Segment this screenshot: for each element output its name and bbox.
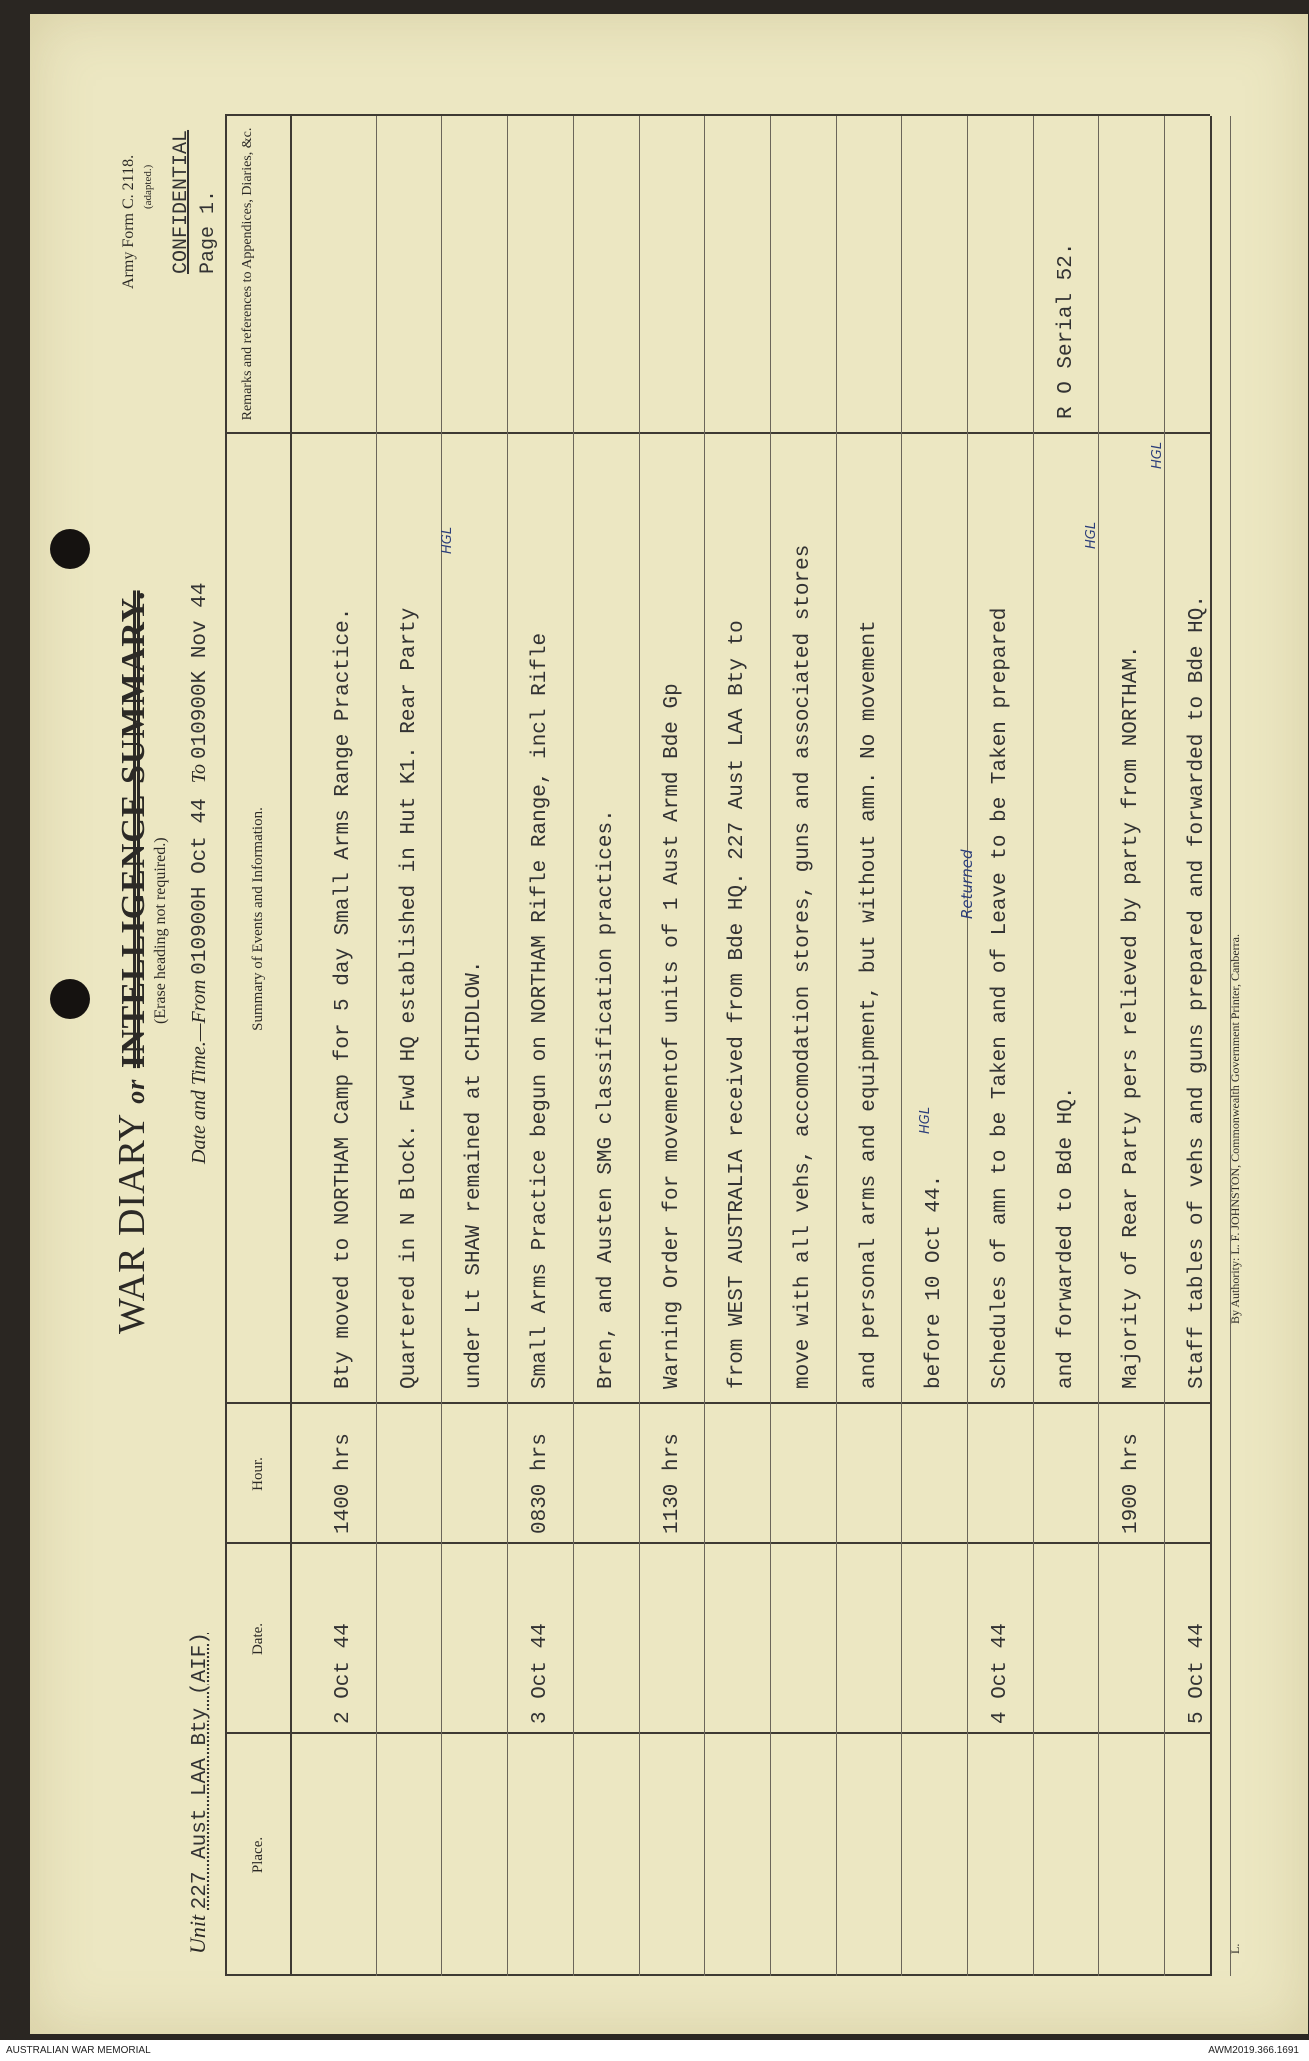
col-header-summary: Summary of Events and Information. — [250, 807, 266, 1031]
col-divider — [225, 432, 1210, 434]
row-rule — [1164, 116, 1165, 1976]
handwritten-returned: Returned — [958, 849, 976, 919]
initials-mark: HGL — [440, 526, 455, 554]
initials-mark: HGL — [1084, 521, 1099, 549]
row-date: 4 Oct 44 — [989, 1623, 1012, 1724]
diary-sheet — [30, 14, 1308, 2034]
row-summary-text: Warning Order for movementof units of 1 Aust Armd Bde Gp — [660, 683, 684, 1389]
printer-credit: By Authority: L. F. JOHNSTON, Commonwealth Government Printer, Canberra. — [1228, 934, 1242, 1324]
col-divider — [225, 1542, 1210, 1544]
row-rule — [967, 116, 968, 1976]
classification: CONFIDENTIAL — [170, 129, 193, 274]
row-summary-text: Staff tables of vehs and guns prepared and forwarded to Bde HQ. — [1186, 595, 1210, 1389]
row-rule — [770, 116, 771, 1976]
erase-note: (Erase heading not required.) — [152, 837, 169, 1024]
row-hour: 1400 hrs — [332, 1433, 355, 1534]
col-header-place: Place. — [250, 1836, 266, 1874]
row-date: 2 Oct 44 — [332, 1623, 355, 1724]
row-rule — [573, 116, 574, 1976]
col-header-hour: Hour. — [250, 1457, 266, 1491]
row-summary-text: and personal arms and equipment, but without amn. No movement — [857, 620, 881, 1389]
army-form-id: Army Form C. 2118. (adapted.) — [120, 154, 154, 289]
footer-accession: AWM2019.366.1691 — [1208, 2045, 1299, 2056]
col-header-date: Date. — [250, 1622, 266, 1656]
row-rule — [441, 116, 442, 1976]
date-time-line: Date and Time.—From 010900H Oct 44 To 010900K Nov 44 — [188, 582, 212, 1164]
col-divider — [225, 1974, 1210, 1976]
row-rule — [639, 116, 640, 1976]
footer-institution: AUSTRALIAN WAR MEMORIAL — [6, 2045, 151, 2056]
row-rule — [1033, 116, 1034, 1976]
initials-mark: HGL — [918, 1106, 933, 1134]
row-summary-text: Quartered in N Block. Fwd HQ established in Hut K1. Rear Party — [397, 607, 421, 1389]
row-summary-text: move with all vehs, accomodation stores, guns and associated stores — [791, 544, 815, 1389]
rotated-form — [40, 64, 1280, 2024]
row-rule — [836, 116, 837, 1976]
col-divider — [225, 1732, 1210, 1734]
form-code: L. — [1228, 1943, 1242, 1954]
unit-line: Unit 227 Aust LAA Bty (AIF) — [185, 1632, 212, 1954]
row-hour: 1900 hrs — [1120, 1433, 1144, 1534]
row-summary-text: Small Arms Practice begun on NORTHAM Rifle Range, incl Rifle — [529, 632, 553, 1389]
row-summary-text: from WEST AUSTRALIA received from Bde HQ. 227 Aust LAA Bty to — [726, 620, 750, 1389]
col-divider — [225, 114, 1210, 116]
header-bottom-border — [290, 116, 292, 1976]
row-summary-text: Bren, and Austen SMG classification practices. — [594, 809, 618, 1389]
row-rule — [507, 116, 508, 1976]
col-divider — [225, 1402, 1210, 1404]
row-date: 3 Oct 44 — [529, 1623, 553, 1724]
table-top-border — [225, 116, 227, 1976]
row-rule — [704, 116, 705, 1976]
row-date: 5 Oct 44 — [1186, 1623, 1210, 1724]
col-header-remarks: Remarks and references to Appendices, Diaries, &c. — [240, 127, 255, 421]
page-number: Page 1. — [197, 189, 220, 274]
row-summary-text: and forwarded to Bde HQ. — [1054, 1086, 1078, 1389]
archive-footer — [0, 2040, 1309, 2061]
row-summary-text: under Lt SHAW remained at CHIDLOW. — [463, 960, 487, 1389]
row-rule — [1098, 116, 1099, 1976]
row-summary-text: Bty moved to NORTHAM Camp for 5 day Small Arms Range Practice. — [332, 607, 355, 1389]
row-remark: R O Serial 52. — [1054, 242, 1078, 419]
table-bottom-border — [1210, 116, 1212, 1976]
row-rule — [901, 116, 902, 1976]
initials-mark: HGL — [1150, 441, 1165, 469]
row-hour: 0830 hrs — [529, 1433, 553, 1534]
row-summary-text: before 10 Oct 44. — [923, 1174, 947, 1389]
row-hour: 1130 hrs — [660, 1433, 684, 1534]
row-summary-text: Schedules of amn to be Taken and of Leave to be Taken prepared — [989, 607, 1012, 1389]
row-summary-text: Majority of Rear Party pers relieved by party from NORTHAM. — [1120, 645, 1144, 1389]
form-title: WAR DIARY or INTELLIGENCE SUMMARY. — [111, 590, 153, 1334]
row-rule — [376, 116, 377, 1976]
